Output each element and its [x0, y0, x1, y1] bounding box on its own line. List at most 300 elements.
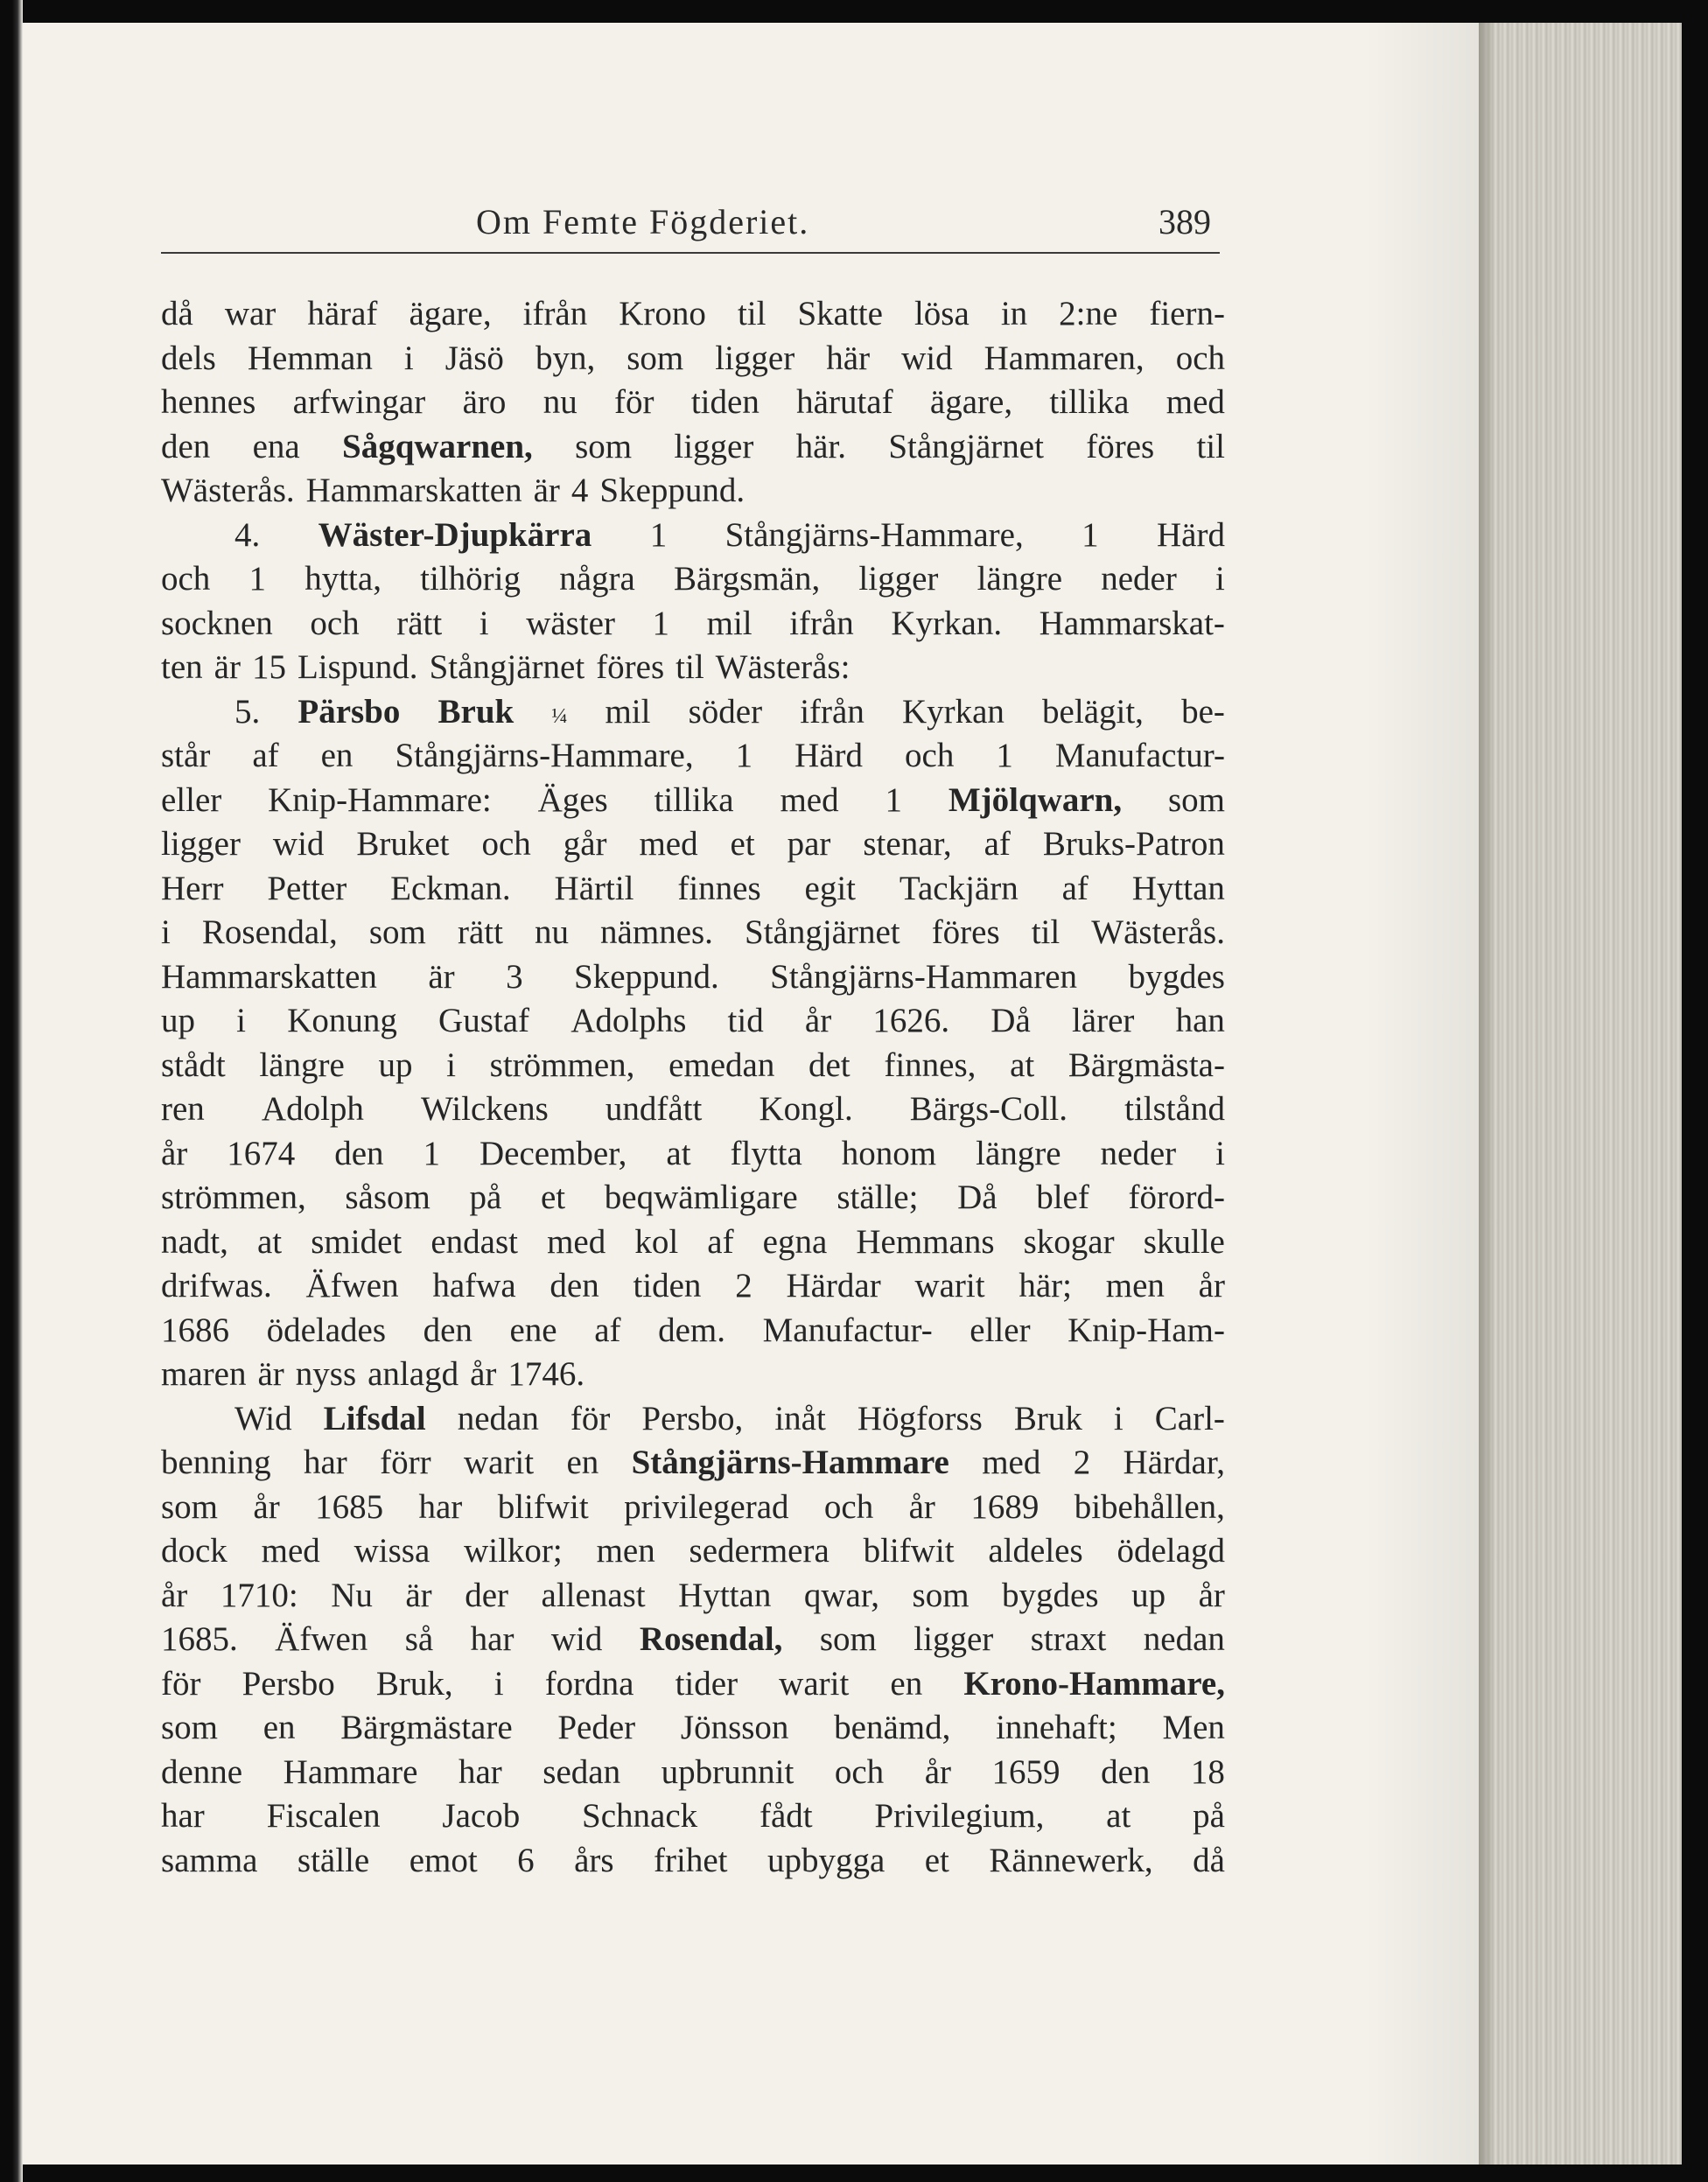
- word: som: [575, 427, 633, 465]
- word: söder: [688, 692, 763, 731]
- word: ödelagd: [1116, 1532, 1225, 1570]
- word: 1: [996, 737, 1013, 774]
- text-line: [161, 646, 1225, 690]
- word: han: [1175, 1002, 1225, 1039]
- word: at: [666, 1134, 691, 1172]
- word: är: [405, 1576, 432, 1614]
- text-line: [161, 779, 1225, 823]
- word: med: [261, 1532, 320, 1570]
- word: endast: [430, 1222, 518, 1261]
- page-header: [161, 194, 1220, 248]
- word: ställe;: [836, 1178, 919, 1216]
- word: Bärgsmän,: [674, 560, 821, 598]
- text-line: [161, 1662, 1225, 1707]
- scan-left-border: [0, 0, 23, 2182]
- word: Hammaren,: [984, 339, 1144, 377]
- text-line: [161, 1397, 1225, 1442]
- word: Carl-: [1154, 1399, 1225, 1437]
- word: nu: [542, 383, 578, 421]
- word: i: [236, 1002, 247, 1039]
- word: lösa: [914, 295, 970, 332]
- word: med: [1166, 383, 1225, 421]
- word: up: [161, 1002, 195, 1039]
- word: dels: [161, 339, 216, 377]
- word: bygdes: [1128, 957, 1225, 996]
- word: år: [908, 1487, 935, 1526]
- text-line: [161, 1706, 1225, 1751]
- word: innehaft;: [996, 1709, 1117, 1746]
- word: Rännewerk,: [989, 1841, 1153, 1879]
- word: med: [982, 1444, 1041, 1481]
- word: ligger: [858, 560, 939, 598]
- word: Sågqwarnen,: [342, 427, 533, 465]
- word: Jacob: [442, 1797, 521, 1835]
- word: Kyrkan: [901, 692, 1004, 731]
- word: til: [676, 648, 704, 686]
- word: som: [626, 339, 684, 377]
- text-line: [161, 999, 1225, 1044]
- word: Wid: [234, 1399, 292, 1437]
- word: honom: [841, 1134, 937, 1172]
- word: och: [905, 737, 955, 774]
- text-line: [161, 1794, 1225, 1839]
- word: och: [481, 825, 531, 863]
- word: par: [787, 825, 831, 863]
- word: här: [826, 339, 871, 377]
- word: rätt: [396, 604, 443, 642]
- word: Bärgs-Coll.: [909, 1090, 1068, 1128]
- word: bibehållen,: [1074, 1487, 1225, 1526]
- word: med: [547, 1222, 606, 1261]
- word: et: [730, 825, 755, 863]
- word: som: [1167, 780, 1225, 819]
- word: Bärgmästare: [340, 1709, 513, 1746]
- word: maren: [161, 1355, 247, 1393]
- word: tilstånd: [1124, 1090, 1225, 1128]
- word: år: [253, 1487, 280, 1526]
- word: 1689: [970, 1487, 1040, 1526]
- word: warit: [463, 1444, 535, 1481]
- word: Fiscalen: [266, 1797, 381, 1835]
- text-line: [161, 1264, 1225, 1309]
- word: Hammarskat-: [1039, 604, 1225, 642]
- word: Wästerås:: [715, 648, 850, 686]
- word: 1685: [315, 1487, 384, 1526]
- word: längre: [976, 560, 1063, 598]
- word: ligger: [715, 339, 795, 377]
- word: Hammarskatten: [161, 957, 377, 996]
- word: stådt: [161, 1046, 226, 1084]
- word: egna: [762, 1222, 828, 1261]
- word: rätt: [457, 913, 503, 951]
- word: 1: [885, 780, 902, 819]
- word: 1626.: [872, 1002, 950, 1039]
- word: Pärsbo: [298, 692, 401, 731]
- word: är: [214, 648, 241, 686]
- word: flytta: [730, 1134, 802, 1172]
- word: tid: [727, 1002, 764, 1039]
- word: år: [924, 1752, 951, 1791]
- word: upbrunnit: [661, 1752, 794, 1791]
- text-line: [161, 1353, 1225, 1397]
- word: byn,: [535, 339, 596, 377]
- word: som: [161, 1487, 219, 1526]
- text-line: [161, 1044, 1225, 1088]
- word: nedan: [457, 1399, 539, 1437]
- word: Adolphs: [570, 1002, 687, 1039]
- word: til: [1196, 427, 1225, 465]
- word: Privilegium,: [874, 1797, 1045, 1835]
- word: ene: [509, 1311, 557, 1349]
- word: blifwit: [497, 1487, 589, 1526]
- word: mil: [605, 692, 651, 731]
- word: såsom: [345, 1178, 430, 1216]
- word: ägare,: [929, 383, 1013, 421]
- word: der: [465, 1576, 509, 1614]
- word: Stångjärnet: [888, 427, 1044, 465]
- text-line: [161, 1220, 1225, 1265]
- word: Mjölqwarn,: [948, 780, 1123, 819]
- word: Lifsdal: [323, 1399, 426, 1437]
- word: förord-: [1128, 1178, 1225, 1216]
- word: har: [304, 1444, 347, 1481]
- word: socknen: [161, 604, 273, 642]
- text-line: [161, 425, 1225, 470]
- word: med: [639, 825, 698, 863]
- text-line: [161, 1618, 1225, 1662]
- word: föres: [1086, 427, 1155, 465]
- word: med: [780, 780, 839, 819]
- word: har: [418, 1487, 463, 1526]
- word: Knip-Ham-: [1068, 1311, 1225, 1349]
- word: Då: [957, 1178, 998, 1216]
- word: längre: [259, 1046, 345, 1084]
- word: Härd: [794, 737, 864, 774]
- text-line: [161, 822, 1225, 867]
- word: längre: [976, 1134, 1061, 1172]
- word: och: [823, 1487, 874, 1526]
- word: här;: [1018, 1267, 1072, 1304]
- word: 5.: [234, 692, 261, 731]
- text-line: [161, 1309, 1225, 1353]
- word: och: [161, 560, 211, 598]
- word: Stångjärns-Hammare,: [395, 737, 694, 774]
- word: warit: [914, 1267, 985, 1304]
- word: härutaf: [796, 383, 893, 421]
- word: Bruk: [438, 692, 514, 731]
- word: ligger: [674, 427, 754, 465]
- word: samma: [161, 1841, 258, 1879]
- word: 1674: [227, 1134, 296, 1172]
- word: går: [563, 825, 607, 863]
- running-title: Om Femte Fögderiet.: [476, 202, 810, 241]
- word: wilkor;: [464, 1532, 563, 1570]
- word: som: [819, 1620, 877, 1658]
- word: ligger: [161, 825, 241, 863]
- word: ifrån: [800, 692, 864, 731]
- word: tider: [675, 1664, 738, 1703]
- text-line: [161, 955, 1225, 1000]
- word: nadt,: [161, 1222, 228, 1261]
- word: fordna: [544, 1664, 634, 1703]
- word: emedan: [668, 1046, 775, 1084]
- word: 2:ne: [1059, 295, 1118, 332]
- word: Äges: [537, 780, 608, 819]
- word: allenast: [541, 1576, 646, 1614]
- word: undfått: [605, 1090, 703, 1128]
- word: år: [1198, 1576, 1225, 1614]
- word: Äfwen: [275, 1620, 368, 1658]
- word: föres: [931, 913, 1000, 951]
- word: 1: [1082, 515, 1099, 554]
- word: Hemman: [247, 339, 373, 377]
- word: til: [737, 295, 766, 332]
- word: benning: [161, 1444, 271, 1481]
- word: nedan: [1143, 1620, 1225, 1658]
- word: af: [1061, 869, 1088, 907]
- word: den: [334, 1134, 384, 1172]
- word: är: [428, 957, 455, 996]
- word: är: [533, 472, 560, 509]
- page-number: 389: [1158, 202, 1211, 241]
- word: war: [224, 295, 276, 332]
- word: dem.: [658, 1311, 725, 1349]
- word: 1686: [161, 1311, 229, 1349]
- word: och: [1175, 339, 1225, 377]
- word: straxt: [1030, 1620, 1107, 1658]
- word: skogar: [1023, 1222, 1115, 1261]
- word: ställe: [297, 1841, 370, 1879]
- word: et: [540, 1178, 566, 1216]
- word: år: [470, 1355, 497, 1393]
- word: lärer: [1071, 1002, 1135, 1039]
- word: nämnes.: [600, 913, 713, 951]
- word: för: [614, 383, 654, 421]
- word: den: [423, 1311, 472, 1349]
- word: Petter: [267, 869, 347, 907]
- word: på: [1193, 1797, 1225, 1835]
- word: år: [161, 1576, 188, 1614]
- word: belägit,: [1042, 692, 1144, 731]
- word: sedan: [542, 1752, 621, 1791]
- word: egit: [804, 869, 857, 907]
- word: qwar,: [803, 1576, 879, 1614]
- text-line: [161, 602, 1225, 647]
- word: Jönsson: [680, 1709, 789, 1746]
- word: Hammare: [283, 1752, 418, 1791]
- text-line: [161, 469, 1225, 514]
- word: 1: [248, 560, 267, 598]
- word: ¼: [551, 704, 568, 728]
- word: nyss: [295, 1355, 357, 1393]
- word: 1685.: [161, 1620, 238, 1658]
- word: Stångjärns-Hammare: [631, 1444, 949, 1481]
- word: Wäster-Djupkärra: [318, 515, 592, 554]
- text-line: [161, 734, 1225, 779]
- word: Adolph: [261, 1090, 364, 1128]
- word: af: [594, 1311, 621, 1349]
- word: 1: [649, 515, 668, 554]
- word: privilegerad: [624, 1487, 789, 1526]
- word: et: [924, 1841, 949, 1879]
- word: års: [574, 1841, 614, 1879]
- word: har: [161, 1797, 205, 1835]
- word: 3: [506, 957, 523, 996]
- word: ligger: [914, 1620, 994, 1658]
- word: denne: [161, 1752, 243, 1791]
- text-line: [161, 1574, 1225, 1619]
- word: Hyttan: [678, 1576, 772, 1614]
- word: tiden: [633, 1267, 702, 1304]
- word: ifrån: [522, 295, 588, 332]
- word: Hemmans: [856, 1222, 995, 1261]
- word: kol: [634, 1222, 679, 1261]
- page-edge-shadow: [1479, 23, 1496, 2165]
- word: ifrån: [789, 604, 854, 642]
- word: Härd: [1157, 515, 1225, 554]
- word: up: [378, 1046, 413, 1084]
- word: blifwit: [863, 1532, 955, 1570]
- word: och: [834, 1752, 885, 1791]
- word: förr: [380, 1444, 431, 1481]
- word: at: [257, 1222, 283, 1261]
- word: bygdes: [1002, 1576, 1099, 1614]
- word: på: [469, 1178, 502, 1216]
- word: tiden: [690, 383, 760, 421]
- text-line: [161, 337, 1225, 381]
- word: Härtil: [554, 869, 634, 907]
- word: Rosendal,: [201, 913, 338, 951]
- word: 6: [517, 1841, 535, 1879]
- word: be-: [1181, 692, 1225, 731]
- word: Konung: [287, 1002, 397, 1039]
- text-line: [161, 1132, 1225, 1177]
- word: år: [1198, 1267, 1225, 1304]
- word: Jäsö: [444, 339, 504, 377]
- word: 4: [570, 472, 589, 509]
- word: arfwingar: [292, 383, 426, 421]
- word: fiern-: [1149, 295, 1225, 332]
- word: som: [161, 1709, 219, 1746]
- word: Stångjärnet: [429, 648, 585, 686]
- word: Krono: [619, 295, 706, 332]
- word: strömmen,: [161, 1178, 306, 1216]
- word: i: [1113, 1399, 1124, 1437]
- scan-top-border: [0, 0, 1708, 23]
- word: Bärgmästa-: [1068, 1046, 1225, 1084]
- page-edges: [1479, 23, 1682, 2165]
- word: nu: [534, 913, 569, 951]
- word: sedermera: [689, 1532, 830, 1570]
- text-line: [161, 1486, 1225, 1530]
- word: 4.: [234, 515, 261, 554]
- word: Hammarskatten: [305, 472, 522, 509]
- word: Herr: [161, 869, 224, 907]
- word: Tackjärn: [899, 869, 1018, 907]
- word: emot: [409, 1841, 478, 1879]
- word: Kyrkan.: [891, 604, 1003, 642]
- word: Peder: [557, 1709, 636, 1746]
- word: så: [404, 1620, 434, 1658]
- word: Hyttan: [1131, 869, 1225, 907]
- word: som: [912, 1576, 970, 1614]
- word: Krono-Hammare,: [963, 1664, 1225, 1703]
- word: har: [458, 1752, 502, 1791]
- word: Manufactur-: [1054, 737, 1225, 774]
- word: och: [310, 604, 360, 642]
- word: 1710:: [220, 1576, 298, 1614]
- word: Wilckens: [421, 1090, 549, 1128]
- word: inåt: [774, 1399, 826, 1437]
- word: aldeles: [988, 1532, 1083, 1570]
- text-line: [161, 1839, 1225, 1884]
- word: Skatte: [797, 295, 883, 332]
- word: ten: [161, 648, 203, 686]
- word: Persbo: [242, 1664, 335, 1703]
- word: warit: [779, 1664, 850, 1703]
- word: Bruk: [1013, 1399, 1082, 1437]
- word: Högforss: [857, 1399, 983, 1437]
- page-curl-shading: [1365, 23, 1479, 2165]
- word: en: [890, 1664, 923, 1703]
- word: 2: [1073, 1444, 1091, 1481]
- word: Stångjärns-Hammaren: [770, 957, 1078, 996]
- word: Knip-Hammare:: [268, 780, 492, 819]
- text-line: [161, 1088, 1225, 1132]
- text-line: [161, 911, 1225, 955]
- word: wid: [272, 825, 325, 863]
- word: dock: [161, 1532, 228, 1570]
- word: tilhörig: [420, 560, 521, 598]
- word: Men: [1162, 1709, 1225, 1746]
- word: det: [808, 1046, 850, 1084]
- text-line: [161, 1529, 1225, 1574]
- word: då: [1193, 1841, 1225, 1879]
- word: wäster: [526, 604, 615, 642]
- text-line: [161, 381, 1225, 425]
- word: Skeppund.: [574, 957, 719, 996]
- word: smidet: [311, 1222, 402, 1261]
- word: Härdar,: [1123, 1444, 1225, 1481]
- word: Då: [990, 1002, 1031, 1039]
- word: år: [161, 1134, 188, 1172]
- word: Schnack: [582, 1797, 698, 1835]
- word: Stångjärnet: [745, 913, 900, 951]
- word: neder: [1100, 1134, 1177, 1172]
- word: wid: [901, 339, 953, 377]
- word: finnes: [677, 869, 761, 907]
- text-line: [161, 514, 1225, 558]
- text-line: [161, 1441, 1225, 1486]
- word: ren: [161, 1090, 205, 1128]
- word: Eckman.: [390, 869, 511, 907]
- word: Stångjärns-Hammare,: [724, 515, 1024, 554]
- word: tillika: [654, 780, 734, 819]
- word: hennes: [161, 383, 256, 421]
- word: några: [559, 560, 635, 598]
- word: hytta,: [304, 560, 382, 598]
- word: Lispund.: [297, 648, 418, 686]
- word: i: [494, 1664, 504, 1703]
- word: i: [1215, 1134, 1225, 1172]
- word: här.: [795, 427, 847, 465]
- word: som: [368, 913, 426, 951]
- word: häraf: [307, 295, 378, 332]
- word: Bruks-Patron: [1042, 825, 1225, 863]
- word: ödelades: [266, 1311, 387, 1349]
- word: ena: [252, 427, 300, 465]
- word: eller: [161, 780, 222, 819]
